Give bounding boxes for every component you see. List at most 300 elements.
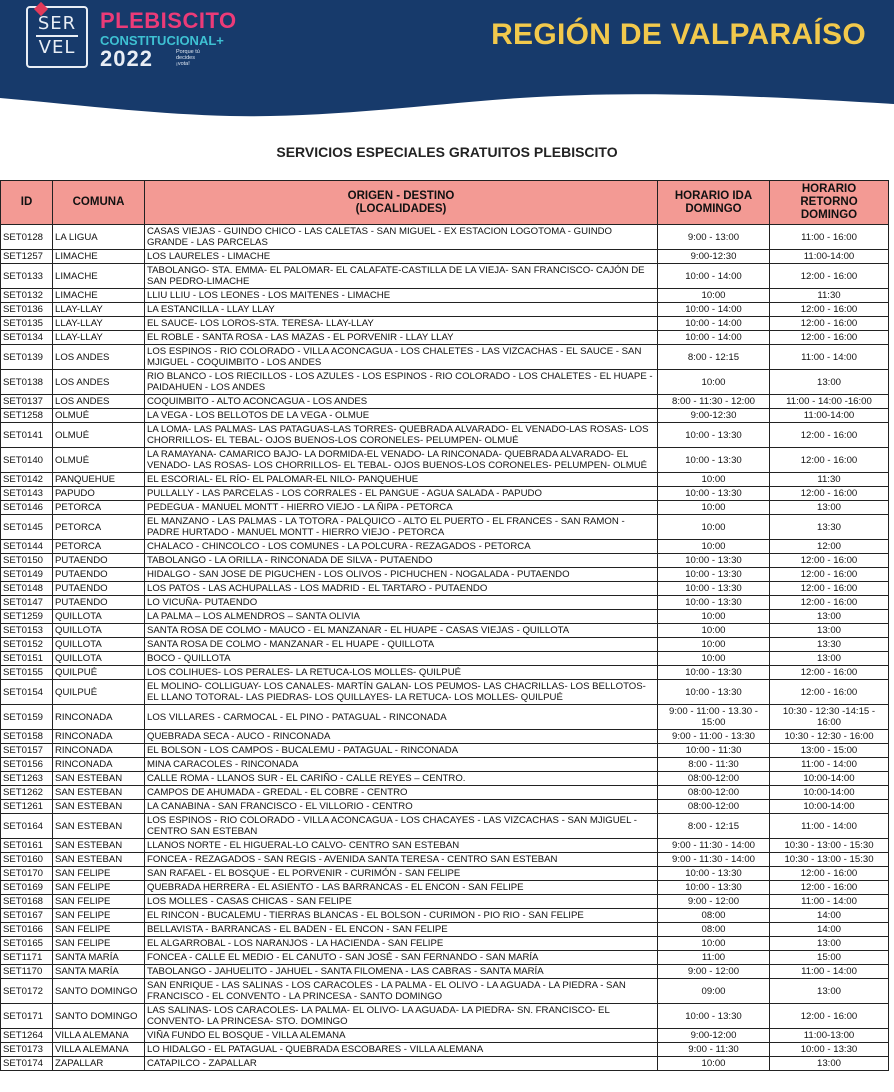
cell-return: 11:00 - 14:00 [770, 965, 889, 979]
table-row [1, 370, 889, 395]
cell-comuna: ZAPALLAR [53, 1057, 145, 1071]
cell-departure: 10:00 [658, 473, 770, 487]
table-row [1, 487, 889, 501]
table-row [1, 596, 889, 610]
cell-departure: 9:00 - 11:00 - 13.30 - 15:00 [658, 705, 770, 730]
table-row [1, 786, 889, 800]
cell-id: SET0153 [1, 624, 53, 638]
cell-return: 13:00 [770, 501, 889, 515]
cell-return: 11:30 [770, 289, 889, 303]
cell-comuna: OLMUÉ [53, 423, 145, 448]
table-row [1, 448, 889, 473]
cell-comuna: PUTAENDO [53, 568, 145, 582]
cell-id: SET0137 [1, 395, 53, 409]
cell-id: SET0144 [1, 540, 53, 554]
cell-route: FONCEA - REZAGADOS - SAN REGIS - AVENIDA SANTA TERESA - CENTRO SAN ESTEBAN [145, 853, 658, 867]
cell-route: LOS COLIHUES- LOS PERALES- LA RETUCA-LOS MOLLES- QUILPUÉ [145, 666, 658, 680]
cell-return: 13:00 [770, 652, 889, 666]
brand-subtitle: CONSTITUCIONAL+ [100, 33, 224, 48]
cell-departure: 08:00-12:00 [658, 772, 770, 786]
cell-id: SET0150 [1, 554, 53, 568]
cell-return: 12:00 - 16:00 [770, 264, 889, 289]
col-header-id: ID [1, 181, 53, 225]
cell-id: SET0164 [1, 814, 53, 839]
cell-return: 11:00 - 16:00 [770, 225, 889, 250]
cell-comuna: SAN FELIPE [53, 881, 145, 895]
cell-return: 12:00 - 16:00 [770, 487, 889, 501]
cell-route: CASAS VIEJAS - GUINDO CHICO - LAS CALETAS - SAN MIGUEL - EX ESTACION LOGOTOMA - GUINDO GRANDE - LAS PARCELAS [145, 225, 658, 250]
cell-departure: 10:00 - 14:00 [658, 317, 770, 331]
table-row [1, 909, 889, 923]
cell-comuna: SANTO DOMINGO [53, 1004, 145, 1029]
table-header-row [1, 181, 889, 225]
cell-id: SET0157 [1, 744, 53, 758]
page-header [0, 0, 894, 120]
cell-comuna: SANTA MARÍA [53, 951, 145, 965]
table-row [1, 303, 889, 317]
cell-id: SET0155 [1, 666, 53, 680]
cell-route: COQUIMBITO - ALTO ACONCAGUA - LOS ANDES [145, 395, 658, 409]
cell-departure: 08:00-12:00 [658, 800, 770, 814]
cell-id: SET0170 [1, 867, 53, 881]
cell-route: SAN ENRIQUE - LAS SALINAS - LOS CARACOLES - LA PALMA - EL OLIVO - LA AGUADA - LA PIEDRA - SAN FRANCISCO - EL CONVENTO - LA PRINCESA - SANTO DOMINGO [145, 979, 658, 1004]
cell-route: EL MOLINO- COLLIGUAY- LOS CANALES- MARTÍN GALAN- LOS PEUMOS- LAS CHACRILLAS- LOS BELLOTOS- EL LLANO TOTORAL- LAS PIEDRAS- LOS QUILLAYES- LA RETUCA- LOS MOLLES- QUILPUÉ [145, 680, 658, 705]
cell-comuna: QUILPUÉ [53, 680, 145, 705]
cell-return: 12:00 - 16:00 [770, 303, 889, 317]
cell-departure: 10:00 - 13:30 [658, 867, 770, 881]
cell-departure: 9:00 - 11:30 - 14:00 [658, 839, 770, 853]
cell-route: LO HIDALGO - EL PATAGUAL - QUEBRADA ESCOBARES - VILLA ALEMANA [145, 1043, 658, 1057]
cell-return: 12:00 [770, 540, 889, 554]
cell-return: 12:00 - 16:00 [770, 582, 889, 596]
cell-departure: 10:00 - 14:00 [658, 331, 770, 345]
cell-route: BELLAVISTA - BARRANCAS - EL BADEN - EL ENCON - SAN FELIPE [145, 923, 658, 937]
cell-return: 15:00 [770, 951, 889, 965]
cell-route: LA VEGA - LOS BELLOTOS DE LA VEGA - OLMUE [145, 409, 658, 423]
cell-comuna: QUILLOTA [53, 638, 145, 652]
cell-id: SET0171 [1, 1004, 53, 1029]
cell-comuna: SANTA MARÍA [53, 965, 145, 979]
cell-return: 12:00 - 16:00 [770, 554, 889, 568]
cell-return: 12:00 - 16:00 [770, 331, 889, 345]
table-row [1, 881, 889, 895]
cell-route: RIO BLANCO - LOS RIECILLOS - LOS AZULES - LOS ESPINOS - RIO COLORADO - LOS CHALETES - EL HUAPE - PAIDAHUEN - LOS ANDES [145, 370, 658, 395]
cell-route: EL SAUCE- LOS LOROS-STA. TERESA- LLAY-LLAY [145, 317, 658, 331]
cell-route: EL ALGARROBAL - LOS NARANJOS - LA HACIENDA - SAN FELIPE [145, 937, 658, 951]
cell-route: LOS PATOS - LAS ACHUPALLAS - LOS MADRID - EL TARTARO - PUTAENDO [145, 582, 658, 596]
cell-departure: 10:00 [658, 638, 770, 652]
cell-departure: 8:00 - 12:15 [658, 814, 770, 839]
cell-comuna: QUILLOTA [53, 652, 145, 666]
cell-id: SET1258 [1, 409, 53, 423]
cell-id: SET0159 [1, 705, 53, 730]
cell-route: LA RAMAYANA- CAMARICO BAJO- LA DORMIDA-EL VENADO- LA RINCONADA- QUEBRADA ALVARADO- EL VENADO- LAS ROSAS- LOS CHORRILLOS- EL TEBAL- OJOS BUENOS-LOS CORONELES- PELUMPEN- OLMUÉ [145, 448, 658, 473]
cell-return: 13:00 [770, 937, 889, 951]
col-header-retorno: HORARIO RETORNO DOMINGO [770, 181, 889, 225]
cell-return: 12:00 - 16:00 [770, 596, 889, 610]
cell-id: SET0173 [1, 1043, 53, 1057]
cell-route: PEDEGUA - MANUEL MONTT - HIERRO VIEJO - LA ÑIPA - PETORCA [145, 501, 658, 515]
cell-id: SET0136 [1, 303, 53, 317]
cell-departure: 8:00 - 11:30 [658, 758, 770, 772]
table-row [1, 1029, 889, 1043]
cell-route: SAN RAFAEL - EL BOSQUE - EL PORVENIR - CURIMÓN - SAN FELIPE [145, 867, 658, 881]
cell-return: 11:00 - 14:00 [770, 814, 889, 839]
cell-route: QUEBRADA HERRERA - EL ASIENTO - LAS BARRANCAS - EL ENCON - SAN FELIPE [145, 881, 658, 895]
cell-return: 13:00 - 15:00 [770, 744, 889, 758]
cell-departure: 9:00 - 13:00 [658, 225, 770, 250]
cell-route: EL ESCORIAL- EL RÍO- EL PALOMAR-EL NILO- PANQUEHUE [145, 473, 658, 487]
cell-id: SET0161 [1, 839, 53, 853]
cell-route: EL ROBLE - SANTA ROSA - LAS MAZAS - EL PORVENIR - LLAY LLAY [145, 331, 658, 345]
cell-route: LO VICUÑA- PUTAENDO [145, 596, 658, 610]
cell-comuna: SAN FELIPE [53, 867, 145, 881]
brand-tagline: Porque tú decides ¡vota! [176, 49, 200, 67]
table-row [1, 680, 889, 705]
cell-departure: 9:00-12:30 [658, 409, 770, 423]
cell-departure: 09:00 [658, 979, 770, 1004]
table-row [1, 705, 889, 730]
cell-id: SET0145 [1, 515, 53, 540]
table-row [1, 1004, 889, 1029]
cell-comuna: PUTAENDO [53, 554, 145, 568]
servel-logo [26, 6, 88, 68]
cell-route: SANTA ROSA DE COLMO - MAUCO - EL MANZANAR - EL HUAPE - CASAS VIEJAS - QUILLOTA [145, 624, 658, 638]
cell-route: LA LOMA- LAS PALMAS- LAS PATAGUAS-LAS TORRES- QUEBRADA ALVARADO- EL VENADO-LAS ROSAS- LOS CHORRILLOS- EL TEBAL- OJOS BUENOS-LOS CORONELES- PELUMPEN- OLMUÉ [145, 423, 658, 448]
cell-comuna: SAN ESTEBAN [53, 853, 145, 867]
brand-title: PLEBISCITO [100, 8, 237, 33]
cell-id: SET0149 [1, 568, 53, 582]
table-row [1, 979, 889, 1004]
table-row [1, 1043, 889, 1057]
cell-return: 11:00-14:00 [770, 409, 889, 423]
cell-route: TABOLANGO- STA. EMMA- EL PALOMAR- EL CALAFATE-CASTILLA DE LA VIEJA- SAN FRANCISCO- CAJÓN DE SAN PEDRO-LIMACHE [145, 264, 658, 289]
cell-departure: 10:00 - 13:30 [658, 1004, 770, 1029]
table-row [1, 1057, 889, 1071]
cell-comuna: SAN ESTEBAN [53, 772, 145, 786]
cell-comuna: LA LIGUA [53, 225, 145, 250]
table-row [1, 744, 889, 758]
table-row [1, 225, 889, 250]
table-row [1, 923, 889, 937]
cell-departure: 10:00 [658, 515, 770, 540]
cell-comuna: RINCONADA [53, 758, 145, 772]
cell-departure: 10:00 - 14:00 [658, 264, 770, 289]
cell-departure: 9:00 - 12:00 [658, 895, 770, 909]
cell-departure: 08:00 [658, 909, 770, 923]
cell-departure: 10:00 [658, 937, 770, 951]
cell-id: SET0174 [1, 1057, 53, 1071]
cell-comuna: SAN FELIPE [53, 909, 145, 923]
cell-comuna: LLAY-LLAY [53, 303, 145, 317]
cell-departure: 08:00-12:00 [658, 786, 770, 800]
cell-route: TABOLANGO - LA ORILLA - RINCONADA DE SILVA - PUTAENDO [145, 554, 658, 568]
table-row [1, 951, 889, 965]
cell-departure: 10:00 - 13:30 [658, 680, 770, 705]
cell-return: 13:00 [770, 624, 889, 638]
cell-comuna: QUILPUÉ [53, 666, 145, 680]
cell-comuna: PETORCA [53, 501, 145, 515]
cell-departure: 9:00 - 11:30 [658, 1043, 770, 1057]
col-header-comuna: COMUNA [53, 181, 145, 225]
cell-id: SET1261 [1, 800, 53, 814]
table-row [1, 839, 889, 853]
cell-departure: 10:00 [658, 540, 770, 554]
cell-route: LOS LAURELES - LIMACHE [145, 250, 658, 264]
table-row [1, 758, 889, 772]
services-table [0, 180, 889, 1071]
cell-comuna: LLAY-LLAY [53, 331, 145, 345]
table-row [1, 965, 889, 979]
cell-route: LOS MOLLES - CASAS CHICAS - SAN FELIPE [145, 895, 658, 909]
cell-return: 12:00 - 16:00 [770, 568, 889, 582]
cell-departure: 9:00 - 11:30 - 14:00 [658, 853, 770, 867]
cell-departure: 9:00 - 11:00 - 13:30 [658, 730, 770, 744]
cell-return: 13:30 [770, 515, 889, 540]
cell-comuna: SAN FELIPE [53, 923, 145, 937]
cell-route: CALLE ROMA - LLANOS SUR - EL CARIÑO - CALLE REYES – CENTRO. [145, 772, 658, 786]
cell-comuna: PUTAENDO [53, 582, 145, 596]
cell-route: LOS VILLARES - CARMOCAL - EL PINO - PATAGUAL - RINCONADA [145, 705, 658, 730]
table-row [1, 250, 889, 264]
cell-return: 13:00 [770, 1057, 889, 1071]
cell-comuna: PETORCA [53, 540, 145, 554]
cell-comuna: LOS ANDES [53, 345, 145, 370]
cell-return: 12:00 - 16:00 [770, 666, 889, 680]
cell-departure: 10:00 [658, 610, 770, 624]
cell-departure: 10:00 - 14:00 [658, 303, 770, 317]
cell-comuna: RINCONADA [53, 705, 145, 730]
cell-route: EL MANZANO - LAS PALMAS - LA TOTORA - PALQUICO - ALTO EL PUERTO - EL FRANCES - SAN RAMON - PADRE HURTADO - MANUEL MONTT - HIERRO VIEJO - PETORCA [145, 515, 658, 540]
cell-departure: 10:00 - 13:30 [658, 881, 770, 895]
cell-return: 11:00-14:00 [770, 250, 889, 264]
table-row [1, 853, 889, 867]
cell-comuna: VILLA ALEMANA [53, 1029, 145, 1043]
cell-id: SET0156 [1, 758, 53, 772]
cell-return: 12:00 - 16:00 [770, 423, 889, 448]
cell-id: SET0158 [1, 730, 53, 744]
cell-departure: 9:00-12:00 [658, 1029, 770, 1043]
col-header-ida: HORARIO IDA DOMINGO [658, 181, 770, 225]
table-row [1, 652, 889, 666]
cell-route: VIÑA FUNDO EL BOSQUE - VILLA ALEMANA [145, 1029, 658, 1043]
cell-route: MINA CARACOLES - RINCONADA [145, 758, 658, 772]
cell-id: SET0169 [1, 881, 53, 895]
cell-id: SET0128 [1, 225, 53, 250]
table-row [1, 515, 889, 540]
cell-departure: 10:00 [658, 289, 770, 303]
cell-comuna: SAN FELIPE [53, 895, 145, 909]
cell-return: 12:00 - 16:00 [770, 881, 889, 895]
cell-return: 13:00 [770, 370, 889, 395]
cell-comuna: VILLA ALEMANA [53, 1043, 145, 1057]
cell-id: SET0168 [1, 895, 53, 909]
cell-route: LOS ESPINOS - RIO COLORADO - VILLA ACONCAGUA - LOS CHACAYES - LAS VIZCACHAS - SAN MJIGUEL - CENTRO SAN ESTEBAN [145, 814, 658, 839]
cell-return: 12:00 - 16:00 [770, 680, 889, 705]
cell-return: 10:00-14:00 [770, 786, 889, 800]
cell-id: SET0165 [1, 937, 53, 951]
cell-route: CAMPOS DE AHUMADA - GREDAL - EL COBRE - CENTRO [145, 786, 658, 800]
cell-return: 10:30 - 13:00 - 15:30 [770, 853, 889, 867]
cell-comuna: LIMACHE [53, 289, 145, 303]
cell-id: SET0141 [1, 423, 53, 448]
table-row [1, 895, 889, 909]
cell-departure: 8:00 - 11:30 - 12:00 [658, 395, 770, 409]
cell-route: LLIU LLIU - LOS LEONES - LOS MAITENES - LIMACHE [145, 289, 658, 303]
cell-route: PULLALLY - LAS PARCELAS - LOS CORRALES - EL PANGUE - AGUA SALADA - PAPUDO [145, 487, 658, 501]
cell-comuna: PUTAENDO [53, 596, 145, 610]
cell-comuna: SAN ESTEBAN [53, 800, 145, 814]
cell-departure: 10:00 - 13:30 [658, 448, 770, 473]
table-row [1, 638, 889, 652]
cell-comuna: LIMACHE [53, 250, 145, 264]
cell-id: SET0133 [1, 264, 53, 289]
cell-route: FONCEA - CALLE EL MEDIO - EL CANUTO - SAN JOSÉ - SAN FERNANDO - SAN MARÍA [145, 951, 658, 965]
cell-return: 11:30 [770, 473, 889, 487]
table-row [1, 331, 889, 345]
cell-comuna: LIMACHE [53, 264, 145, 289]
page-title: SERVICIOS ESPECIALES GRATUITOS PLEBISCITO [276, 144, 618, 160]
cell-route: EL BOLSON - LOS CAMPOS - BUCALEMU - PATAGUAL - RINCONADA [145, 744, 658, 758]
cell-id: SET1170 [1, 965, 53, 979]
table-row [1, 423, 889, 448]
cell-route: TABOLANGO - JAHUELITO - JAHUEL - SANTA FILOMENA - LAS CABRAS - SANTA MARÍA [145, 965, 658, 979]
cell-comuna: SAN FELIPE [53, 937, 145, 951]
cell-id: SET0139 [1, 345, 53, 370]
cell-return: 10:30 - 12:30 -14:15 - 16:00 [770, 705, 889, 730]
cell-comuna: LLAY-LLAY [53, 317, 145, 331]
cell-return: 13:30 [770, 638, 889, 652]
cell-departure: 11:00 [658, 951, 770, 965]
cell-id: SET1257 [1, 250, 53, 264]
table-row [1, 582, 889, 596]
cell-id: SET1263 [1, 772, 53, 786]
cell-return: 11:00-13:00 [770, 1029, 889, 1043]
cell-departure: 10:00 - 13:30 [658, 596, 770, 610]
cell-comuna: SAN ESTEBAN [53, 814, 145, 839]
cell-return: 13:00 [770, 610, 889, 624]
cell-return: 10:30 - 12:30 - 16:00 [770, 730, 889, 744]
cell-comuna: QUILLOTA [53, 610, 145, 624]
cell-comuna: PETORCA [53, 515, 145, 540]
cell-id: SET0166 [1, 923, 53, 937]
cell-route: LLANOS NORTE - EL HIGUERAL-LO CALVO- CENTRO SAN ESTEBAN [145, 839, 658, 853]
cell-comuna: OLMUÉ [53, 409, 145, 423]
cell-departure: 9:00-12:30 [658, 250, 770, 264]
cell-id: SET1264 [1, 1029, 53, 1043]
table-row [1, 666, 889, 680]
cell-id: SET0146 [1, 501, 53, 515]
table-row [1, 624, 889, 638]
table-row [1, 409, 889, 423]
cell-return: 12:00 - 16:00 [770, 867, 889, 881]
cell-return: 12:00 - 16:00 [770, 317, 889, 331]
cell-departure: 10:00 - 13:30 [658, 666, 770, 680]
cell-comuna: PANQUEHUE [53, 473, 145, 487]
cell-route: LAS SALINAS- LOS CARACOLES- LA PALMA- EL OLIVO- LA AGUADA- LA PIEDRA- SN. FRANCISCO- EL CONVENTO- LA PRINCESA- STO. DOMINGO [145, 1004, 658, 1029]
cell-comuna: SAN ESTEBAN [53, 839, 145, 853]
cell-comuna: LOS ANDES [53, 395, 145, 409]
cell-route: LA ESTANCILLA - LLAY LLAY [145, 303, 658, 317]
cell-departure: 8:00 - 12:15 [658, 345, 770, 370]
cell-departure: 10:00 [658, 501, 770, 515]
cell-route: SANTA ROSA DE COLMO - MANZANAR - EL HUAPE - QUILLOTA [145, 638, 658, 652]
cell-comuna: SANTO DOMINGO [53, 979, 145, 1004]
table-row [1, 937, 889, 951]
cell-comuna: RINCONADA [53, 730, 145, 744]
table-row [1, 501, 889, 515]
cell-id: SET1262 [1, 786, 53, 800]
cell-route: BOCO - QUILLOTA [145, 652, 658, 666]
cell-return: 11:00 - 14:00 [770, 895, 889, 909]
cell-departure: 10:00 [658, 624, 770, 638]
table-row [1, 540, 889, 554]
table-row [1, 772, 889, 786]
cell-route: LOS ESPINOS - RIO COLORADO - VILLA ACONCAGUA - LOS CHALETES - LAS VIZCACHAS - EL SAUCE - SAN MJIGUEL - COQUIMBITO - LOS ANDES [145, 345, 658, 370]
cell-return: 12:00 - 16:00 [770, 1004, 889, 1029]
cell-return: 11:00 - 14:00 -16:00 [770, 395, 889, 409]
cell-id: SET0147 [1, 596, 53, 610]
cell-comuna: RINCONADA [53, 744, 145, 758]
cell-id: SET0135 [1, 317, 53, 331]
cell-return: 14:00 [770, 923, 889, 937]
table-row [1, 568, 889, 582]
logo-text-top: SER [37, 13, 77, 34]
region-title: REGIÓN DE VALPARAÍSO [491, 18, 866, 51]
table-row [1, 473, 889, 487]
cell-comuna: SAN ESTEBAN [53, 786, 145, 800]
table-row [1, 289, 889, 303]
cell-id: SET0154 [1, 680, 53, 705]
brand-year: 2022 [100, 46, 153, 71]
cell-departure: 10:00 [658, 652, 770, 666]
logo-text-bottom: VEL [38, 37, 76, 58]
table-row [1, 867, 889, 881]
cell-comuna: PAPUDO [53, 487, 145, 501]
cell-return: 13:00 [770, 979, 889, 1004]
cell-id: SET0172 [1, 979, 53, 1004]
cell-return: 10:00-14:00 [770, 772, 889, 786]
cell-id: SET0142 [1, 473, 53, 487]
cell-id: SET0160 [1, 853, 53, 867]
cell-departure: 9:00 - 12:00 [658, 965, 770, 979]
table-row [1, 395, 889, 409]
cell-departure: 10:00 - 13:30 [658, 568, 770, 582]
cell-departure: 10:00 - 13:30 [658, 487, 770, 501]
cell-return: 10:00-14:00 [770, 800, 889, 814]
cell-id: SET0148 [1, 582, 53, 596]
cell-id: SET0138 [1, 370, 53, 395]
table-row [1, 610, 889, 624]
cell-departure: 10:00 - 11:30 [658, 744, 770, 758]
cell-id: SET0140 [1, 448, 53, 473]
cell-comuna: QUILLOTA [53, 624, 145, 638]
cell-return: 11:00 - 14:00 [770, 758, 889, 772]
cell-departure: 10:00 [658, 370, 770, 395]
cell-id: SET1259 [1, 610, 53, 624]
cell-route: CHALACO - CHINCOLCO - LOS COMUNES - LA POLCURA - REZAGADOS - PETORCA [145, 540, 658, 554]
cell-route: EL RINCON - BUCALEMU - TIERRAS BLANCAS - EL BOLSON - CURIMON - PIO RIO - SAN FELIPE [145, 909, 658, 923]
cell-id: SET0132 [1, 289, 53, 303]
cell-return: 10:30 - 13:00 - 15:30 [770, 839, 889, 853]
cell-departure: 10:00 - 13:30 [658, 423, 770, 448]
cell-id: SET0151 [1, 652, 53, 666]
cell-route: CATAPILCO - ZAPALLAR [145, 1057, 658, 1071]
table-row [1, 730, 889, 744]
cell-return: 10:00 - 13:30 [770, 1043, 889, 1057]
cell-id: SET0152 [1, 638, 53, 652]
col-header-origen: ORIGEN - DESTINO (LOCALIDADES) [145, 181, 658, 225]
